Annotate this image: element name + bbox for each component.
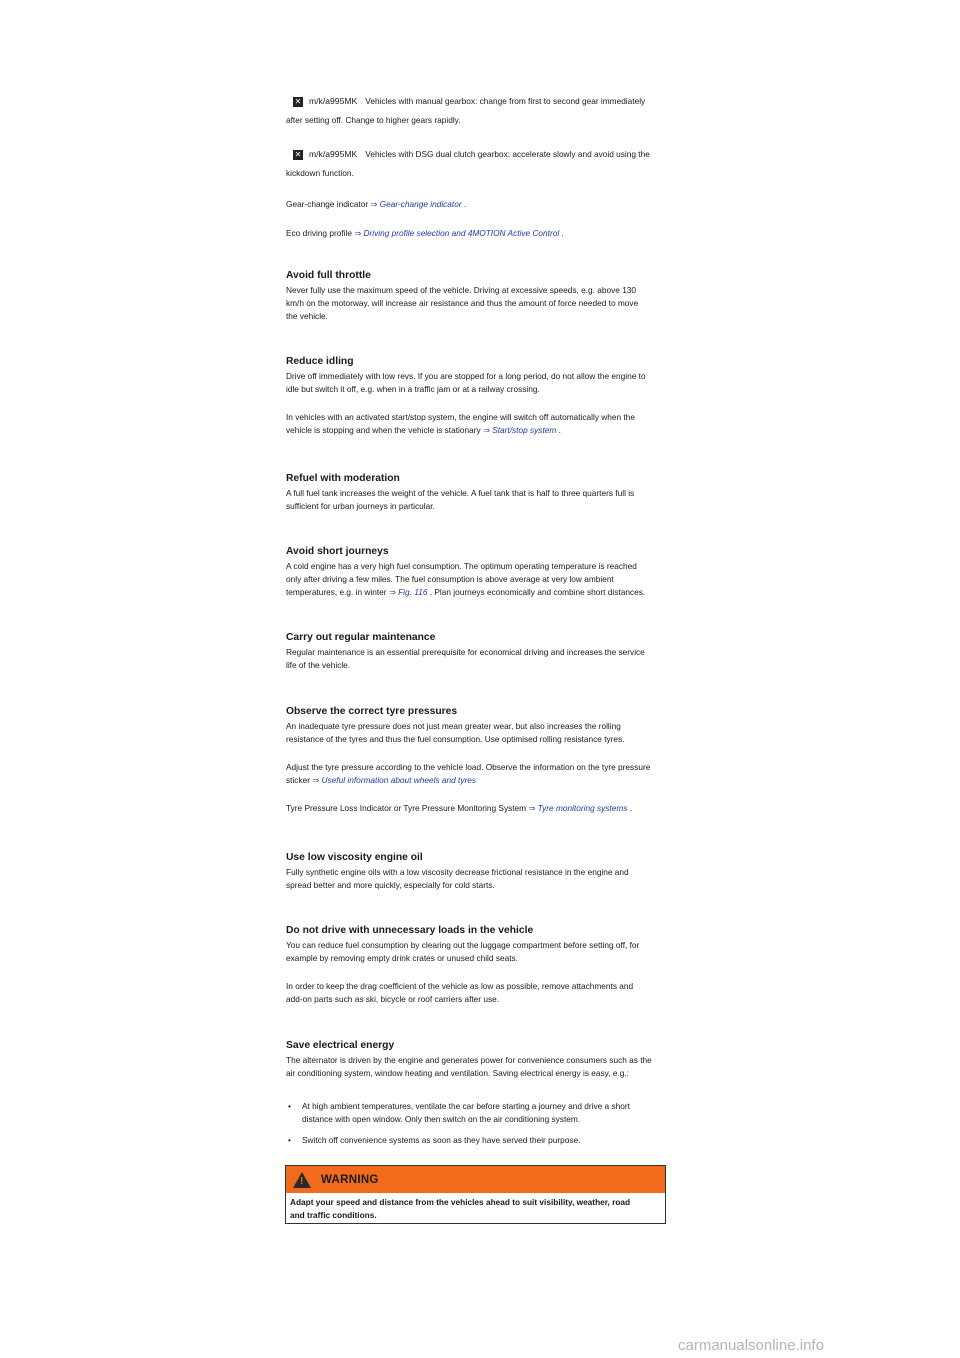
section-loads: Do not drive with unnecessary loads in the vehicle You can reduce fuel consumption by clearing out the luggage compartment before setting off, for example by removing empty drink crates or unused child seats. In order to keep the drag coefficient of the vehicle as low as possible, remove attachments and add-on parts such as ski, bicycle or roof carriers after use. bbox=[286, 924, 668, 1006]
section-heading: Avoid short journeys bbox=[286, 546, 389, 557]
watermark: carmanualsonline.info bbox=[678, 1337, 824, 1354]
start-stop-link[interactable]: ⇒ Start/stop system bbox=[482, 425, 557, 435]
section-heading: Refuel with moderation bbox=[286, 473, 400, 484]
warning-box bbox=[285, 1165, 666, 1224]
section-heading: Save electrical energy bbox=[286, 1040, 395, 1051]
tip-text-cont: after setting off. Change to higher gears rapidly. bbox=[286, 115, 461, 125]
section-heading: Observe the correct tyre pressures bbox=[286, 706, 458, 717]
section-maintenance: Carry out regular maintenance Regular maintenance is an essential prerequisite for economical driving and increases the service life of the vehicle. bbox=[286, 631, 668, 672]
list-item: • Switch off convenience systems as soon as they have served their purpose. bbox=[288, 1135, 581, 1145]
section-heading: Use low viscosity engine oil bbox=[286, 852, 423, 863]
section-oil: Use low viscosity engine oil Fully synthetic engine oils with a low viscosity decrease frictional resistance in the engine and spread better and more quickly, especially for cold starts. bbox=[286, 851, 668, 892]
section-short-journeys: Avoid short journeys A cold engine has a very high fuel consumption. The optimum operating temperature is reached only after driving a few miles. The fuel consumption is above average at very low ambient temperatures, e.g. in winter ⇒ Fig. 116 . Plan journeys economically and combine short distances. bbox=[286, 545, 668, 599]
eco-profile-line: Eco driving profile ⇒ Driving profile selection and 4MOTION Active Control . bbox=[286, 228, 564, 238]
wheels-tyres-link[interactable]: ⇒ Useful information about wheels and tyres bbox=[312, 775, 477, 785]
list-item: • At high ambient temperatures, ventilate the car before starting a journey and drive a short distance with open window. Only then switch on the air conditioning system. bbox=[288, 1101, 630, 1124]
image-code: m/k/a995MK bbox=[309, 149, 358, 159]
tyre-monitoring-link[interactable]: ⇒ Tyre monitoring systems bbox=[528, 803, 628, 813]
warning-header bbox=[286, 1166, 665, 1193]
tip-text: Vehicles with DSG dual clutch gearbox: accelerate slowly and avoid using the bbox=[365, 149, 650, 159]
electrical-tips-list bbox=[286, 1100, 668, 1155]
tip-text-cont: kickdown function. bbox=[286, 168, 354, 178]
broken-image-icon: ✕ bbox=[294, 150, 302, 159]
section-idling: Reduce idling Drive off immediately with low revs. If you are stopped for a long period, do not allow the engine to idle but switch it off, e.g. when in a traffic jam or at a railway crossing. In vehicles with an activated start/stop system, the engine will switch off automatically when the vehicle is stopping and when the vehicle is stationary ⇒ Start/stop system . bbox=[286, 355, 668, 437]
gear-change-link[interactable]: ⇒ Gear-change indicator bbox=[370, 199, 462, 209]
broken-image-icon: ✕ bbox=[294, 97, 302, 106]
tip-text: Vehicles with manual gearbox: change from first to second gear immediately bbox=[365, 96, 646, 106]
warning-text: Adapt your speed and distance from the vehicles ahead to suit visibility, weather, road and traffic conditions. bbox=[290, 1197, 631, 1220]
section-heading: Reduce idling bbox=[286, 356, 354, 367]
section-electrical: Save electrical energy The alternator is driven by the engine and generates power for convenience consumers such as the air conditioning system, window heating and ventilation. Saving electrical energy is easy, e.g.: bbox=[286, 1039, 668, 1080]
fig-116-link[interactable]: ⇒ Fig. 116 bbox=[388, 587, 428, 597]
manual-gearbox-tip bbox=[293, 96, 645, 107]
section-refuel: Refuel with moderation A full fuel tank increases the weight of the vehicle. A fuel tank that is half to three quarters full is sufficient for urban journeys in particular. bbox=[286, 472, 668, 513]
section-tyre: Observe the correct tyre pressures An inadequate tyre pressure does not just mean greater wear, but also increases the rolling resistance of the tyres and thus the fuel consumption. Use optimised rolling resistance tyres. Adjust the tyre pressure according to the vehicle load. Observe the information on the tyre pressure sticker ⇒ Useful information about wheels and tyres Tyre Pressure Loss Indicator or Tyre Pressure Monitoring System ⇒ Tyre monitoring systems . bbox=[286, 705, 668, 815]
section-throttle: Avoid full throttle Never fully use the maximum speed of the vehicle. Driving at excessive speeds, e.g. above 130 km/h on the motorway, will increase air resistance and thus the amount of force needed to move the vehicle. bbox=[286, 269, 668, 323]
driving-profile-link[interactable]: ⇒ Driving profile selection and 4MOTION Active Control bbox=[354, 228, 560, 238]
gear-change-line: Gear-change indicator ⇒ Gear-change indicator . bbox=[286, 199, 467, 209]
section-heading: Do not drive with unnecessary loads in the vehicle bbox=[286, 925, 534, 936]
warning-triangle-icon: ! bbox=[293, 1172, 311, 1188]
warning-title: WARNING bbox=[321, 1173, 379, 1186]
image-code: m/k/a995MK bbox=[309, 96, 358, 106]
section-heading: Avoid full throttle bbox=[286, 270, 371, 281]
dsg-gearbox-tip bbox=[293, 149, 650, 160]
section-heading: Carry out regular maintenance bbox=[286, 632, 436, 643]
